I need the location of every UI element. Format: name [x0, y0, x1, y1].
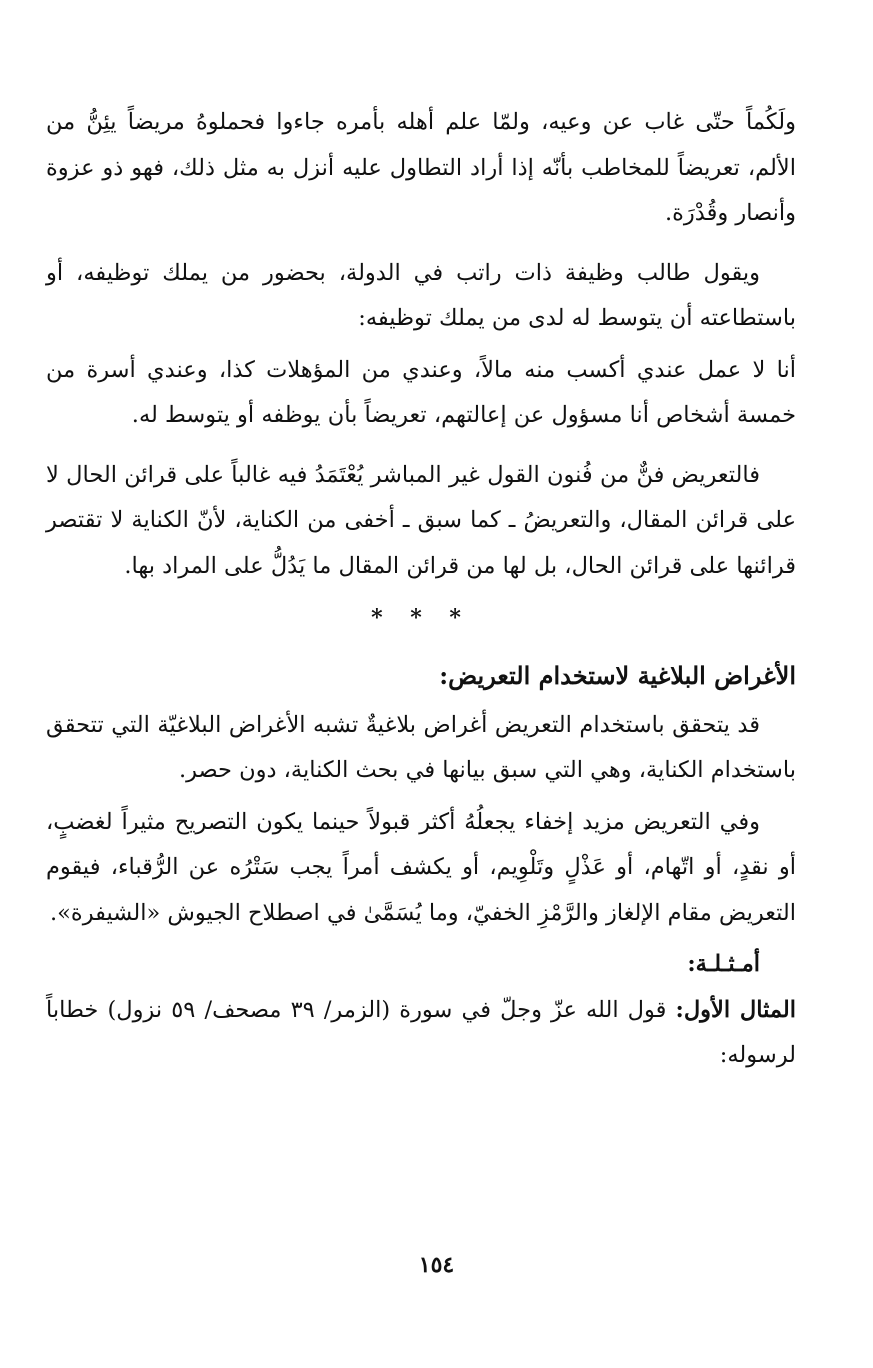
- page-number: ١٥٤: [418, 1252, 455, 1278]
- page-body: [46, 100, 796, 1093]
- examples-heading: أمـثـلـة:: [687, 951, 760, 977]
- paragraph-2: ويقول طالب وظيفة ذات راتب في الدولة، بحضور من يملك توظيفه، أو باستطاعته أن يتوسط له لدى من يملك توظيفه:: [46, 259, 796, 331]
- paragraph-4: فالتعريض فنٌّ من فُنون القول غير المباشر يُعْتَمَدُ فيه غالباً على قرائن الحال لا على قرائن المقال، والتعريضُ ـ كما سبق ـ أخفى من الكناية، لأنّ الكناية لا تقتصر قرائنها على قرائن الحال، بل لها من قرائن المقال ما يَدُلُّ على المراد بها.: [46, 461, 796, 579]
- section-heading: الأغراض البلاغية لاستخدام التعريض:: [439, 661, 796, 690]
- paragraph-5: قد يتحقق باستخدام التعريض أغراض بلاغيةٌ تشبه الأغراض البلاغيّة التي تتحقق باستخدام الكناية، وهي التي سبق بيانها في بحث الكناية، دون حصر.: [46, 711, 796, 783]
- paragraph-1: ولَكُماً حتّى غاب عن وعيه، ولمّا علم أهله بأمره جاءوا فحملوهُ مريضاً يئِنُّ من الألم، تعريضاً للمخاطب بأنّه إذا أراد التطاول عليه أنزل به مثل ذلك، فهو ذو عزوة وأنصار وقُدْرَة.: [46, 109, 796, 226]
- example-1-text: قول الله عزّ وجلّ في سورة (الزمر/ ٣٩ مصحف/ ٥٩ نزول) خطاباً لرسوله:: [46, 996, 796, 1068]
- example-1-label: المثال الأول:: [675, 996, 797, 1023]
- paragraph-6: وفي التعريض مزيد إخفاء يجعلُهُ أكثر قبولاً حينما يكون التصريح مثيراً لغضبٍ، أو نقدٍ، أو اتّهام، أو عَذْلٍ وتَلْوِيم، أو يكشف أمراً يجب سَتْرُه عن الرُّقباء، فيقوم التعريض مقام الإلغاز والرَّمْزِ الخفيّ، وما يُسَمَّىٰ في اصطلاح الجيوش «الشيفرة».: [46, 808, 796, 926]
- example-1: [46, 988, 796, 1079]
- section-separator: * * *: [371, 605, 471, 631]
- paragraph-3: أنا لا عمل عندي أكسب منه مالاً، وعندي من المؤهلات كذا، وعندي أسرة من خمسة أشخاص أنا مسؤول عن إعالتهم، تعريضاً بأن يوظفه أو يتوسط له.: [46, 356, 796, 428]
